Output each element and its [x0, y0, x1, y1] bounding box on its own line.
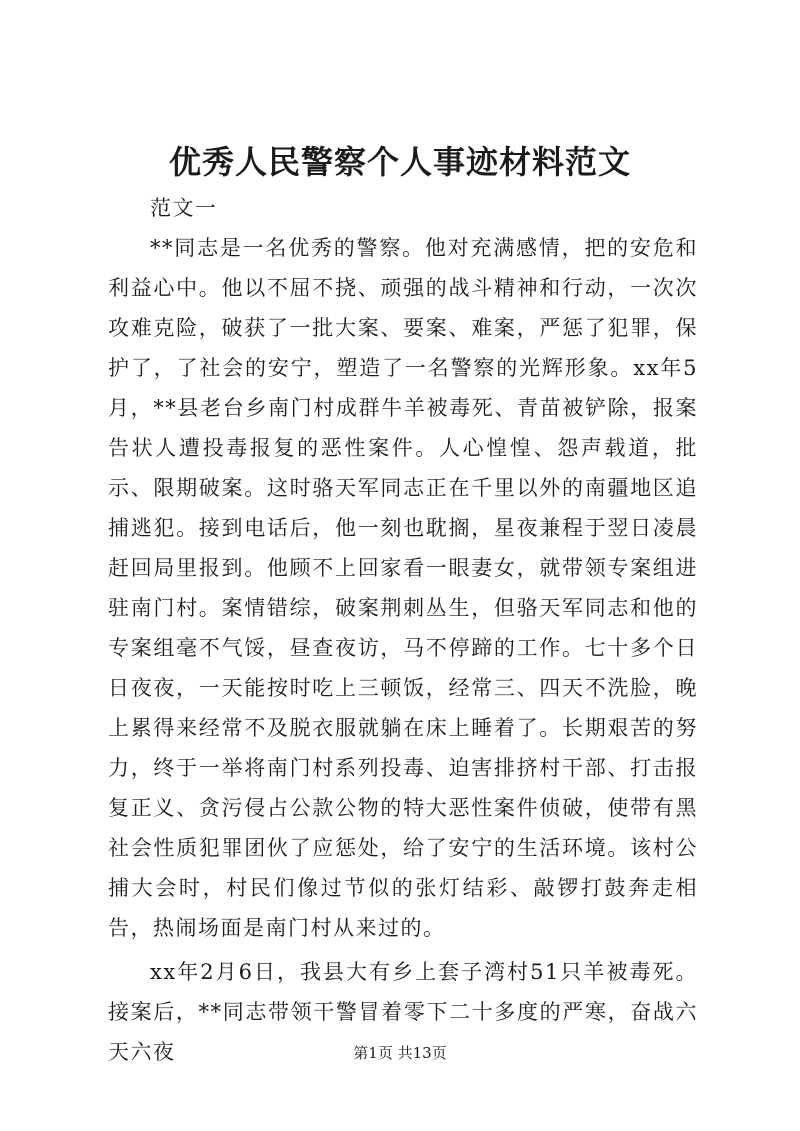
- body-paragraph-1: **同志是一名优秀的警察。他对充满感情，把的安危和利益心中。他以不屈不挠、顽强的战斗精神和行动，一次次攻难克险，破获了一批大案、要案、难案，严惩了犯罪，保护了，了社会的安宁，塑造了一名警察的光辉形象。xx年5月，**县老台乡南门村成群牛羊被毒死、青苗被铲除，报案告状人遭投毒报复的恶性案件。人心惶惶、怨声载道，批示、限期破案。这时骆天军同志正在千里以外的南疆地区追捕逃犯。接到电话后，他一刻也耽搁，星夜兼程于翌日凌晨赶回局里报到。他顾不上回家看一眼妻女，就带领专案组进驻南门村。案情错综，破案荆刺丛生，但骆天军同志和他的专案组毫不气馁，昼查夜访，马不停蹄的工作。七十多个日日夜夜，一天能按时吃上三顿饭，经常三、四天不洗脸，晚上累得来经常不及脱衣服就躺在床上睡着了。长期艰苦的努力，终于一举将南门村系列投毒、迫害排挤村干部、打击报复正义、贪污侵占公款公物的特大恶性案件侦破，使带有黑社会性质犯罪团伙了应惩处，给了安宁的生活环境。该村公捕大会时，村民们像过节似的张灯结彩、敲锣打鼓奔走相告，热闹场面是南门村从来过的。: [108, 236, 698, 940]
- document-title: 优秀人民警察个人事迹材料范文: [168, 143, 631, 181]
- page-footer: 第1页 共13页: [353, 1044, 447, 1062]
- section-heading: 范文一: [150, 196, 218, 220]
- body-paragraph-2: xx年2月6日，我县大有乡上套子湾村51只羊被毒死。接案后，**同志带领干警冒着零下二十多度的严寒，奋战六天六夜: [108, 960, 698, 1064]
- document-body: [108, 188, 698, 1072]
